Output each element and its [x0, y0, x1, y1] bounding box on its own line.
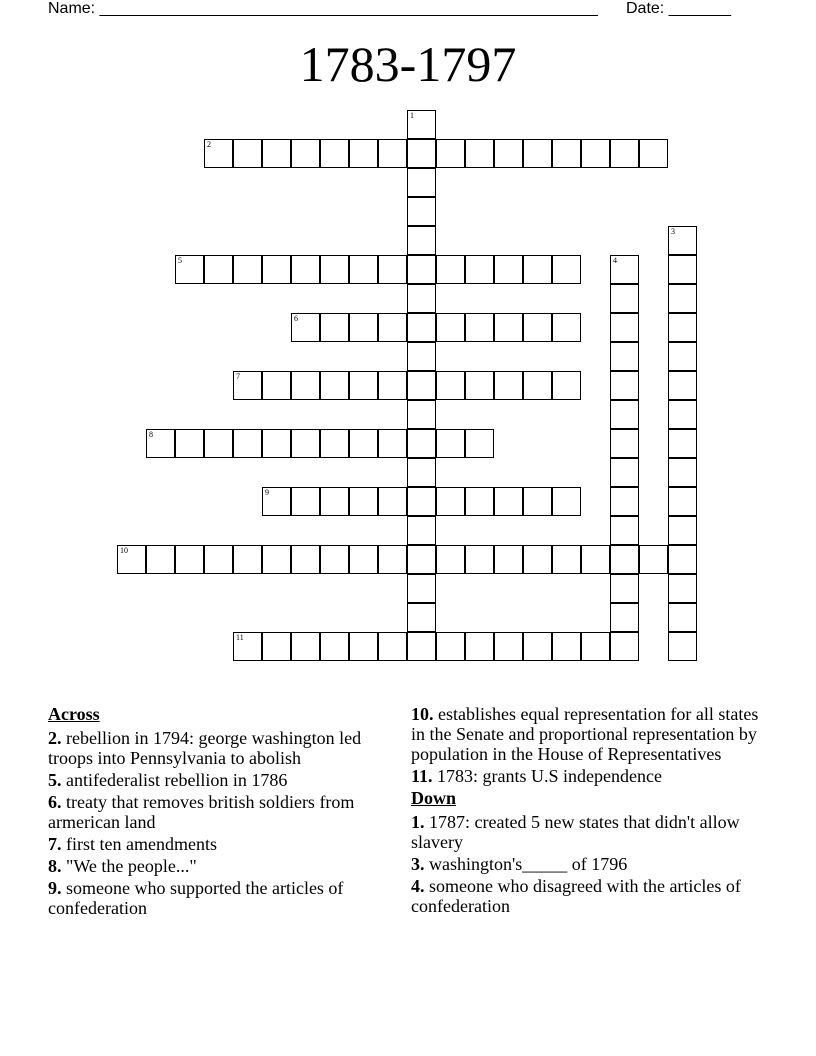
crossword-cell[interactable]: [233, 429, 262, 458]
crossword-cell[interactable]: [378, 487, 407, 516]
crossword-cell[interactable]: [291, 429, 320, 458]
crossword-cell[interactable]: [668, 429, 697, 458]
crossword-cell[interactable]: [378, 139, 407, 168]
crossword-cell[interactable]: [349, 255, 378, 284]
crossword-cell[interactable]: [668, 632, 697, 661]
crossword-cell[interactable]: [552, 371, 581, 400]
crossword-cell[interactable]: [349, 487, 378, 516]
crossword-cell[interactable]: [610, 632, 639, 661]
crossword-cell[interactable]: [407, 545, 436, 574]
crossword-cell[interactable]: [610, 371, 639, 400]
clue-text: washington's_____ of 1796: [424, 854, 628, 874]
crossword-cell[interactable]: [494, 255, 523, 284]
crossword-cell[interactable]: [204, 139, 233, 168]
crossword-cell[interactable]: [436, 371, 465, 400]
crossword-cell[interactable]: [668, 545, 697, 574]
crossword-cell[interactable]: [175, 429, 204, 458]
crossword-cell[interactable]: [262, 545, 291, 574]
crossword-cell[interactable]: [494, 313, 523, 342]
crossword-cell[interactable]: [668, 516, 697, 545]
crossword-cell[interactable]: [523, 313, 552, 342]
crossword-cell[interactable]: [465, 313, 494, 342]
crossword-cell[interactable]: [552, 545, 581, 574]
crossword-cell[interactable]: [291, 545, 320, 574]
crossword-cell[interactable]: [465, 632, 494, 661]
clue-text: "We the people...": [61, 856, 197, 876]
crossword-cell[interactable]: [610, 545, 639, 574]
clue-number-label: 9.: [48, 878, 62, 898]
crossword-cell[interactable]: [320, 545, 349, 574]
crossword-cell[interactable]: [610, 516, 639, 545]
crossword-cell[interactable]: [407, 371, 436, 400]
clue-text: rebellion in 1794: george washington led troops into Pennsylvania to abolish: [48, 728, 362, 768]
crossword-cell[interactable]: [204, 255, 233, 284]
clue-number: 10: [120, 546, 128, 555]
crossword-cell[interactable]: [465, 429, 494, 458]
clues-column-left: [48, 704, 398, 920]
crossword-cell[interactable]: [349, 429, 378, 458]
crossword-cell[interactable]: [262, 255, 291, 284]
crossword-cell[interactable]: [407, 284, 436, 313]
crossword-cell[interactable]: [262, 139, 291, 168]
crossword-cell[interactable]: [349, 371, 378, 400]
crossword-cell[interactable]: [668, 342, 697, 371]
crossword-cell[interactable]: [668, 574, 697, 603]
crossword-cell[interactable]: [378, 429, 407, 458]
crossword-cell[interactable]: [349, 139, 378, 168]
clue-item: [48, 878, 398, 918]
crossword-cell[interactable]: [262, 371, 291, 400]
crossword-cell[interactable]: [668, 400, 697, 429]
crossword-cell[interactable]: [639, 139, 668, 168]
crossword-cell[interactable]: [465, 139, 494, 168]
clue-text: first ten amendments: [61, 834, 217, 854]
crossword-cell[interactable]: [291, 313, 320, 342]
date-field[interactable]: Date: _______: [626, 0, 731, 17]
crossword-cell[interactable]: [610, 255, 639, 284]
crossword-cell[interactable]: [378, 255, 407, 284]
clue-number: 7: [236, 372, 240, 381]
crossword-cell[interactable]: [291, 139, 320, 168]
clue-text: someone who disagreed with the articles of confederation: [411, 876, 741, 916]
clue-number-label: 4.: [411, 876, 425, 896]
crossword-cell[interactable]: [610, 458, 639, 487]
crossword-cell[interactable]: [407, 197, 436, 226]
crossword-cell[interactable]: [465, 545, 494, 574]
crossword-cell[interactable]: [378, 371, 407, 400]
clue-number-label: 5.: [48, 770, 62, 790]
crossword-cell[interactable]: [407, 400, 436, 429]
crossword-cell[interactable]: [291, 255, 320, 284]
crossword-cell[interactable]: [291, 371, 320, 400]
clue-text: treaty that removes british soldiers from armerican land: [48, 792, 355, 832]
crossword-cell[interactable]: [552, 632, 581, 661]
crossword-cell[interactable]: [407, 429, 436, 458]
clue-number-label: 11.: [411, 766, 433, 786]
crossword-cell[interactable]: [436, 255, 465, 284]
crossword-cell[interactable]: [407, 487, 436, 516]
crossword-cell[interactable]: [552, 313, 581, 342]
crossword-cell[interactable]: [436, 313, 465, 342]
crossword-cell[interactable]: [494, 371, 523, 400]
clue-number: 3: [671, 227, 675, 236]
clue-item: [411, 704, 771, 764]
crossword-cell[interactable]: [610, 400, 639, 429]
clue-number: 8: [149, 430, 153, 439]
down-clue-list: [411, 812, 771, 916]
clue-item: [48, 834, 398, 854]
crossword-cell[interactable]: [436, 429, 465, 458]
page-title: 1783-1797: [299, 36, 517, 92]
crossword-cell[interactable]: [320, 429, 349, 458]
crossword-cell[interactable]: [407, 139, 436, 168]
crossword-cell[interactable]: [610, 603, 639, 632]
crossword-cell[interactable]: [407, 226, 436, 255]
crossword-cell[interactable]: [291, 632, 320, 661]
crossword-cell[interactable]: [262, 632, 291, 661]
crossword-cell[interactable]: [407, 574, 436, 603]
crossword-cell[interactable]: [610, 313, 639, 342]
crossword-cell[interactable]: [494, 139, 523, 168]
crossword-cell[interactable]: [349, 545, 378, 574]
crossword-cell[interactable]: [610, 342, 639, 371]
clue-number: 6: [294, 314, 298, 323]
crossword-cell[interactable]: [378, 545, 407, 574]
crossword-cell[interactable]: [552, 487, 581, 516]
crossword-cell[interactable]: [523, 371, 552, 400]
across-heading: Across: [48, 704, 100, 724]
crossword-cell[interactable]: [610, 487, 639, 516]
clue-number-label: 8.: [48, 856, 62, 876]
name-field[interactable]: Name: ________________________________________________________: [48, 0, 598, 17]
crossword-cell[interactable]: [407, 516, 436, 545]
crossword-cell[interactable]: [668, 603, 697, 632]
clue-number: 11: [236, 633, 244, 642]
crossword-cell[interactable]: [407, 603, 436, 632]
crossword-cell[interactable]: [233, 371, 262, 400]
crossword-cell[interactable]: [320, 632, 349, 661]
crossword-cell[interactable]: [436, 487, 465, 516]
crossword-cell[interactable]: [523, 632, 552, 661]
clue-number-label: 1.: [411, 812, 425, 832]
crossword-cell[interactable]: [436, 545, 465, 574]
crossword-cell[interactable]: [407, 458, 436, 487]
clue-item: [411, 854, 771, 874]
crossword-cell[interactable]: [146, 545, 175, 574]
crossword-cell[interactable]: [465, 255, 494, 284]
crossword-cell[interactable]: [494, 487, 523, 516]
crossword-cell[interactable]: [378, 313, 407, 342]
crossword-cell[interactable]: [523, 255, 552, 284]
crossword-cell[interactable]: [668, 313, 697, 342]
crossword-cell[interactable]: [523, 139, 552, 168]
crossword-cell[interactable]: [378, 632, 407, 661]
crossword-cell[interactable]: [581, 632, 610, 661]
crossword-cell[interactable]: [436, 632, 465, 661]
clue-item: [411, 766, 771, 786]
crossword-cell[interactable]: [494, 545, 523, 574]
crossword-cell[interactable]: [465, 371, 494, 400]
crossword-cell[interactable]: [175, 545, 204, 574]
clue-item: [48, 792, 398, 832]
crossword-cell[interactable]: [233, 255, 262, 284]
crossword-cell[interactable]: [639, 545, 668, 574]
crossword-cell[interactable]: [407, 255, 436, 284]
crossword-cell[interactable]: [581, 545, 610, 574]
clue-text: 1783: grants U.S independence: [432, 766, 662, 786]
crossword-cell[interactable]: [291, 487, 320, 516]
crossword-cell[interactable]: [668, 226, 697, 255]
clue-item: [411, 812, 771, 852]
crossword-cell[interactable]: [610, 429, 639, 458]
crossword-cell[interactable]: [204, 429, 233, 458]
crossword-cell[interactable]: [320, 255, 349, 284]
clue-item: [48, 770, 398, 790]
crossword-cell[interactable]: [407, 168, 436, 197]
crossword-cell[interactable]: [552, 255, 581, 284]
crossword-cell[interactable]: [610, 574, 639, 603]
clue-number-label: 6.: [48, 792, 62, 812]
crossword-cell[interactable]: [552, 139, 581, 168]
clue-number: 1: [410, 111, 414, 120]
crossword-cell[interactable]: [349, 313, 378, 342]
crossword-cell[interactable]: [610, 139, 639, 168]
crossword-cell[interactable]: [320, 371, 349, 400]
across-clue-list: [48, 728, 398, 918]
crossword-cell[interactable]: [668, 458, 697, 487]
crossword-cell[interactable]: [610, 284, 639, 313]
crossword-cell[interactable]: [320, 487, 349, 516]
crossword-cell[interactable]: [175, 255, 204, 284]
crossword-cell[interactable]: [668, 284, 697, 313]
crossword-cell[interactable]: [233, 632, 262, 661]
crossword-cell[interactable]: [407, 110, 436, 139]
crossword-cell[interactable]: [233, 545, 262, 574]
clues-column-right: [411, 704, 771, 918]
crossword-cell[interactable]: [523, 487, 552, 516]
crossword-cell[interactable]: [465, 487, 494, 516]
clue-number: 4: [613, 256, 617, 265]
crossword-cell[interactable]: [320, 313, 349, 342]
crossword-cell[interactable]: [494, 632, 523, 661]
clue-text: 1787: created 5 new states that didn't allow slavery: [411, 812, 740, 852]
clue-number-label: 2.: [48, 728, 62, 748]
across-clue-list-continued: [411, 704, 771, 786]
crossword-cell[interactable]: [233, 139, 262, 168]
crossword-cell[interactable]: [262, 429, 291, 458]
clue-item: [411, 876, 771, 916]
crossword-cell[interactable]: [407, 313, 436, 342]
clue-text: someone who supported the articles of confederation: [48, 878, 344, 918]
clue-item: [48, 856, 398, 876]
crossword-cell[interactable]: [668, 487, 697, 516]
clue-number: 9: [265, 488, 269, 497]
crossword-cell[interactable]: [262, 487, 291, 516]
crossword-cell[interactable]: [668, 255, 697, 284]
crossword-cell[interactable]: [117, 545, 146, 574]
clue-number-label: 7.: [48, 834, 62, 854]
crossword-cell[interactable]: [204, 545, 233, 574]
clue-number-label: 3.: [411, 854, 425, 874]
clue-text: antifederalist rebellion in 1786: [61, 770, 288, 790]
crossword-cell[interactable]: [146, 429, 175, 458]
crossword-cell[interactable]: [349, 632, 378, 661]
clue-number: 5: [178, 256, 182, 265]
clue-item: [48, 728, 398, 768]
crossword-cell[interactable]: [407, 632, 436, 661]
crossword-cell[interactable]: [320, 139, 349, 168]
crossword-cell[interactable]: [581, 139, 610, 168]
crossword-cell[interactable]: [407, 342, 436, 371]
crossword-cell[interactable]: [436, 139, 465, 168]
down-heading: Down: [411, 788, 457, 808]
clue-text: establishes equal representation for all states in the Senate and proportional representation by population in the House of Representatives: [411, 704, 759, 764]
crossword-cell[interactable]: [668, 371, 697, 400]
clue-number-label: 10.: [411, 704, 434, 724]
clue-number: 2: [207, 140, 211, 149]
crossword-cell[interactable]: [523, 545, 552, 574]
